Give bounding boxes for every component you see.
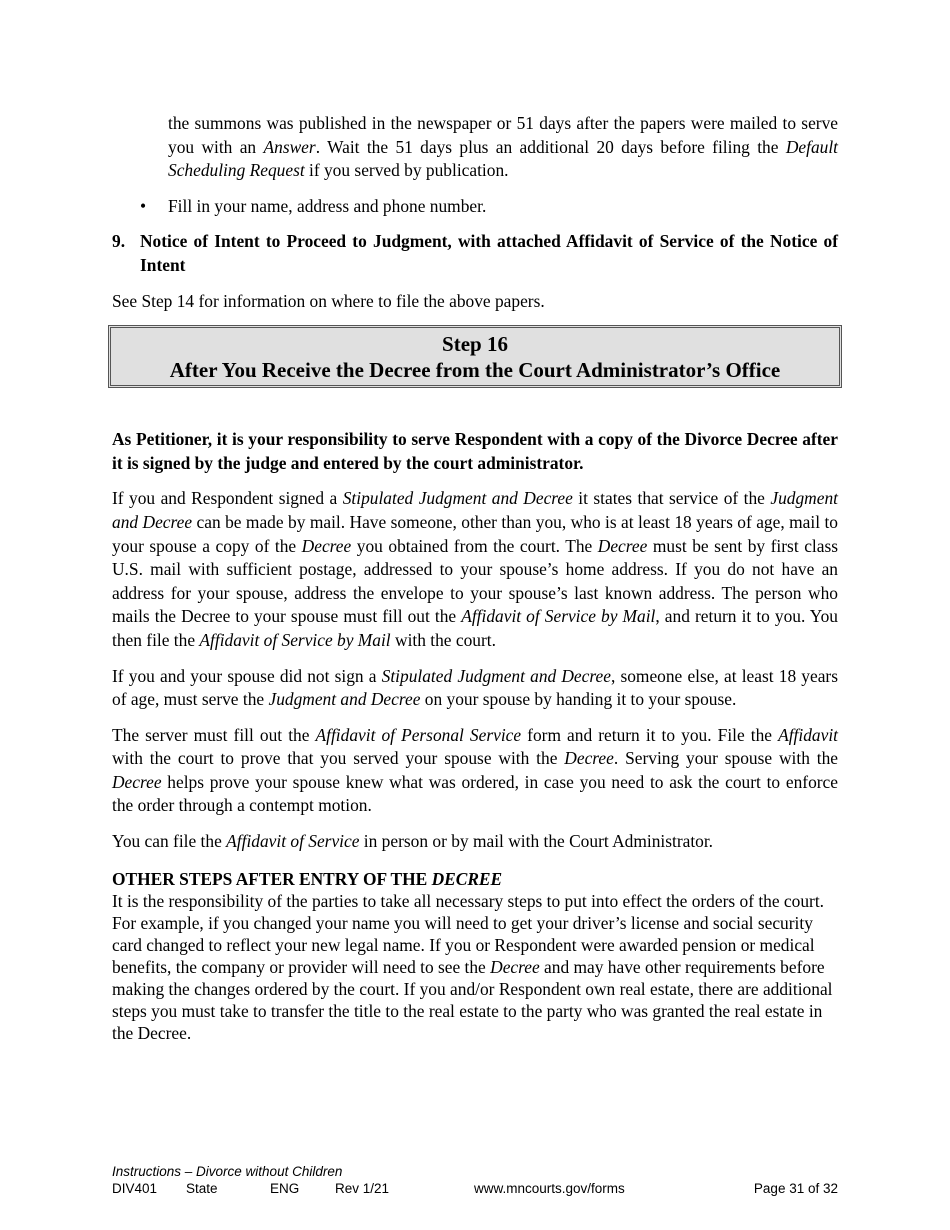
- step-number: Step 16: [442, 332, 508, 357]
- step-title: After You Receive the Decree from the Court Administrator’s Office: [169, 358, 781, 383]
- see-step-note: See Step 14 for information on where to file the above papers.: [112, 290, 545, 311]
- server-affidavit-paragraph: The server must fill out the Affidavit of Personal Service form and return it to you. File the Affidavit with the court to prove that you served your spouse with the Decree. Serving your spouse with the Decree helps prove your spouse knew what was ordered, in case you need to ask the court to enforce the order through a contempt motion.: [112, 724, 838, 816]
- bullet-item: [112, 195, 838, 219]
- bullet-text: Fill in your name, address and phone number.: [168, 195, 487, 216]
- step-heading-box: [108, 325, 842, 388]
- numbered-item-9: [112, 230, 838, 277]
- personal-service-paragraph: If you and your spouse did not sign a Stipulated Judgment and Decree, someone else, at least 18 years of age, must serve the Judgment and Decree on your spouse by handing it to your spouse.: [112, 665, 838, 710]
- other-steps-paragraph: It is the responsibility of the parties to take all necessary steps to put into effect the orders of the court. For example, if you changed your name you will need to get your driver’s license and social security card changed to reflect your new legal name. If you or Respondent were awarded pension or medical benefits, the company or provider will need to see the Decree and may have other requirements before making the changes ordered by the court. If you and/or Respondent own real estate, there are additional steps you must take to transfer the title to the real estate to the party who was granted the real estate in the Decree.: [112, 890, 833, 1043]
- item-text: Notice of Intent to Proceed to Judgment, with attached Affidavit of Service of the Notice of Intent: [140, 231, 838, 275]
- footer-info-row: [112, 1180, 838, 1197]
- service-by-mail-paragraph: If you and Respondent signed a Stipulated Judgment and Decree it states that service of the Judgment and Decree can be made by mail. Have someone, other than you, who is at least 18 years of age, mail to your spouse a copy of the Decree you obtained from the court. The Decree must be sent by first class U.S. mail with sufficient postage, addressed to your spouse’s home address. If you do not have an address for your spouse, address the envelope to your spouse’s last known address. The person who mails the Decree to your spouse must fill out the Affidavit of Service by Mail, and return it to you. You then file the Affidavit of Service by Mail with the court.: [112, 488, 838, 650]
- responsibility-paragraph: As Petitioner, it is your responsibility to serve Respondent with a copy of the Divorce Decree after it is signed by the judge and entered by the court administrator.: [112, 429, 838, 473]
- document-body: [112, 112, 838, 1044]
- footer-page-number: Page 31 of 32: [753, 1181, 838, 1196]
- file-affidavit-paragraph: You can file the Affidavit of Service in person or by mail with the Court Administrator.: [112, 831, 714, 852]
- other-steps-heading: OTHER STEPS AFTER ENTRY OF THE DECREE: [112, 868, 503, 889]
- footer-jurisdiction: State: [186, 1181, 218, 1196]
- footer-language: ENG: [270, 1181, 300, 1196]
- footer-revision: Rev 1/21: [335, 1181, 390, 1196]
- footer-form-id: DIV401: [112, 1181, 158, 1196]
- footer-title: Instructions – Divorce without Children: [112, 1164, 343, 1179]
- top-paragraph: the summons was published in the newspaper or 51 days after the papers were mailed to serve you with an Answer. Wait the 51 days plus an additional 20 days before filing the Default Scheduling Request if you served by publication.: [168, 113, 838, 181]
- bullet-icon: •: [140, 195, 147, 216]
- page-footer: [112, 1163, 838, 1197]
- item-number: 9.: [112, 231, 126, 252]
- footer-url[interactable]: www.mncourts.gov/forms: [474, 1181, 625, 1196]
